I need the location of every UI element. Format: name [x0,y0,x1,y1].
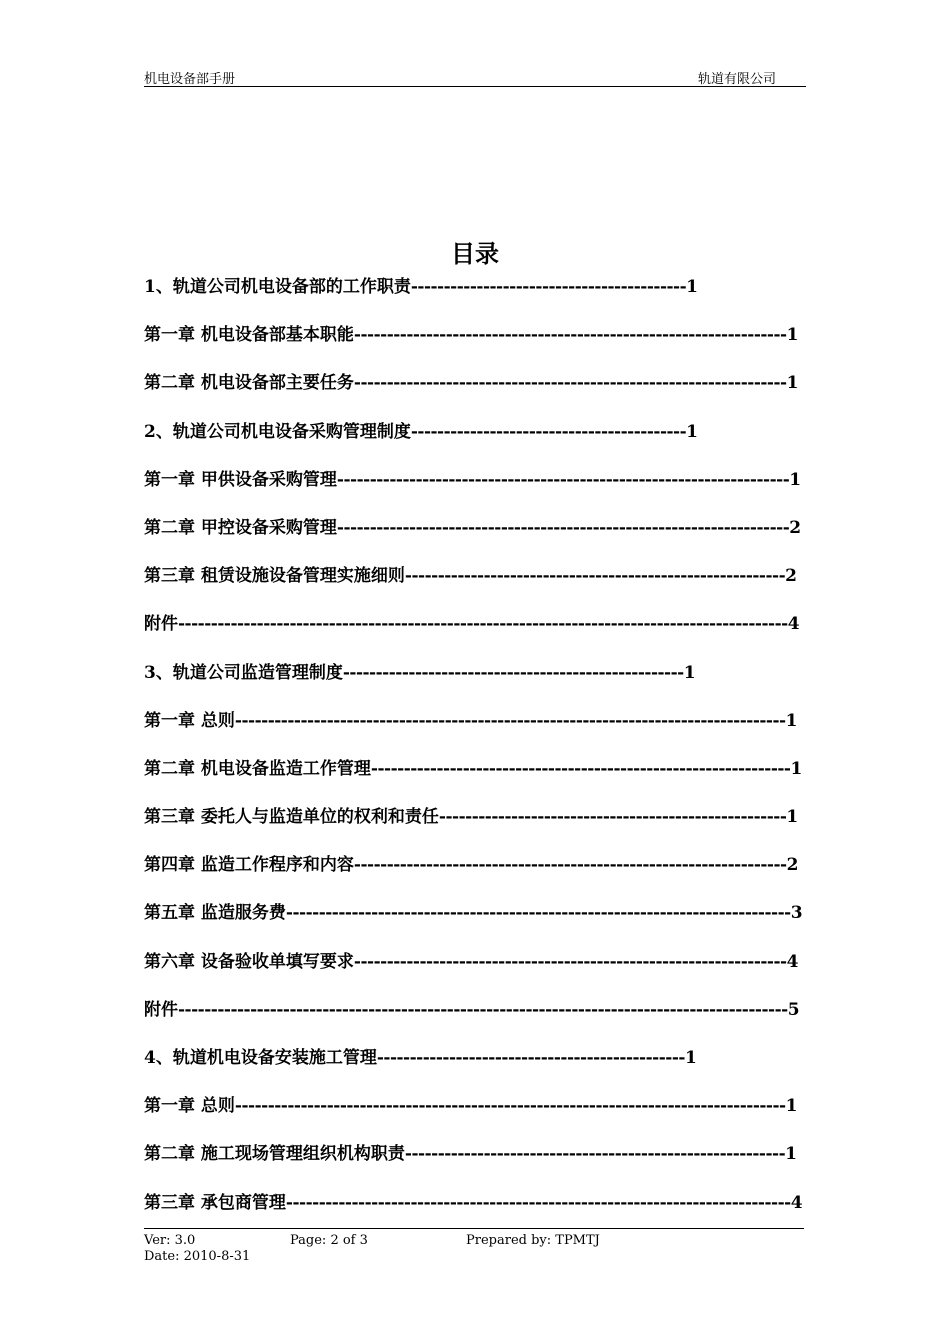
toc-leader-dashes: --------------------------------------------------------------------------------------------- [178,999,788,1020]
page-footer [144,1228,804,1264]
toc-entry[interactable] [144,802,806,850]
toc-leader-dashes: ------------------------------------------------------------------ [353,855,787,876]
toc-entry[interactable] [144,1139,806,1187]
toc-entry-text: 第三章 承包商管理 [144,1192,286,1213]
header-company-name: 轨道有限公司 [697,72,776,87]
toc-entry-text: 附件 [144,614,178,635]
toc-entry[interactable] [144,368,806,416]
toc-entry-text: 1、轨道公司机电设备部的工作职责 [144,277,411,297]
toc-entry[interactable] [144,513,806,561]
toc-leader-dashes: ------------------------------------------------------------------------------------ [234,710,786,731]
toc-entry-page: 1 [785,710,798,731]
toc-entry-text: 第二章 机电设备部主要任务 [144,373,354,394]
toc-entry-text: 第一章 甲供设备采购管理 [144,469,337,490]
toc-entry-page: 2 [786,855,799,876]
toc-leader-dashes: ---------------------------------------------------------- [404,1144,786,1165]
toc-entry-text: 4、轨道机电设备安装施工管理 [144,1048,377,1068]
toc-entry[interactable] [144,947,806,995]
toc-entry-page: 1 [684,1048,697,1068]
toc-entry-text: 第二章 施工现场管理组织机构职责 [144,1144,405,1165]
toc-entry-page: 1 [786,373,799,394]
toc-entry-page: 2 [789,517,802,538]
page-header [144,68,806,87]
toc-leader-dashes: ------------------------------------------------------------------ [353,373,787,394]
toc-leader-dashes: --------------------------------------------------------------------- [336,517,790,538]
toc-leader-dashes: ------------------------------------------ [410,421,687,442]
toc-entry-text: 第一章 总则 [144,1096,235,1117]
toc-entry-text: 第二章 甲控设备采购管理 [144,517,337,538]
toc-entry-text: 第五章 监造服务费 [144,903,286,924]
toc-entry-page: 1 [789,469,802,490]
footer-prepared-by: Prepared by: TPMTJ [466,1233,600,1248]
header-manual-title: 机电设备部手册 [144,72,236,87]
toc-entry-page: 1 [785,1144,797,1165]
toc-entry-text: 第四章 监造工作程序和内容 [144,855,354,876]
footer-date: Date: 2010-8-31 [144,1249,251,1264]
toc-leader-dashes: ------------------------------------------------------------------------------------ [234,1096,786,1117]
toc-entry[interactable] [144,561,806,609]
toc-entry[interactable] [144,272,806,320]
toc-title: 目录 [451,239,499,268]
toc-entry-text: 第三章 委托人与监造单位的权利和责任 [144,807,439,828]
toc-entry[interactable] [144,1043,806,1091]
toc-leader-dashes: ------------------------------------------------------------------ [353,951,787,972]
toc-entry-text: 2、轨道公司机电设备采购管理制度 [144,421,411,442]
toc-entry[interactable] [144,850,806,898]
toc-leader-dashes: ----------------------------------------------- [376,1048,685,1068]
toc-entry-page: 1 [785,1096,798,1117]
toc-entry-page: 5 [787,999,800,1020]
toc-entry[interactable] [144,754,806,802]
toc-leader-dashes: ---------------------------------------------------------------- [370,758,791,779]
toc-entry[interactable] [144,609,806,657]
toc-leader-dashes: ----------------------------------------------------------------------------- [285,1192,791,1213]
toc-entry-text: 第一章 总则 [144,710,235,731]
table-of-contents [144,272,806,1236]
toc-entry-text: 第六章 设备验收单填写要求 [144,951,354,972]
toc-entry-page: 4 [787,614,800,635]
toc-leader-dashes: ------------------------------------------ [410,277,687,297]
toc-leader-dashes: ---------------------------------------------------- [342,662,684,683]
toc-entry-page: 4 [790,1192,803,1213]
toc-entry[interactable] [144,706,806,754]
toc-entry[interactable] [144,1091,806,1139]
toc-entry[interactable] [144,898,806,946]
toc-entry[interactable] [144,995,806,1043]
toc-leader-dashes: ---------------------------------------------------------- [404,566,786,587]
toc-entry-page: 1 [786,807,799,828]
toc-entry-page: 1 [790,758,803,779]
toc-entry-page: 1 [683,662,696,683]
toc-entry-page: 2 [785,566,797,587]
toc-entry-page: 1 [786,325,799,346]
toc-entry-page: 4 [786,951,799,972]
toc-entry-text: 3、轨道公司监造管理制度 [144,662,343,683]
toc-entry[interactable] [144,417,806,465]
toc-leader-dashes: --------------------------------------------------------------------- [336,469,790,490]
toc-entry-text: 附件 [144,999,178,1020]
toc-entry-text: 第一章 机电设备部基本职能 [144,325,354,346]
toc-leader-dashes: ----------------------------------------------------- [438,807,787,828]
toc-entry-page: 1 [686,277,699,297]
toc-entry-text: 第二章 机电设备监造工作管理 [144,758,371,779]
toc-entry-text: 第三章 租赁设施设备管理实施细则 [144,566,405,587]
toc-leader-dashes: ------------------------------------------------------------------ [353,325,787,346]
toc-entry[interactable] [144,465,806,513]
toc-entry[interactable] [144,658,806,706]
footer-page-number: Page: 2 of 3 [290,1233,368,1248]
toc-entry-page: 3 [790,903,803,924]
footer-version: Ver: 3.0 [144,1233,196,1248]
toc-entry-page: 1 [686,421,699,442]
toc-leader-dashes: ----------------------------------------------------------------------------- [285,903,791,924]
toc-entry[interactable] [144,320,806,368]
toc-leader-dashes: --------------------------------------------------------------------------------------------- [178,614,788,635]
